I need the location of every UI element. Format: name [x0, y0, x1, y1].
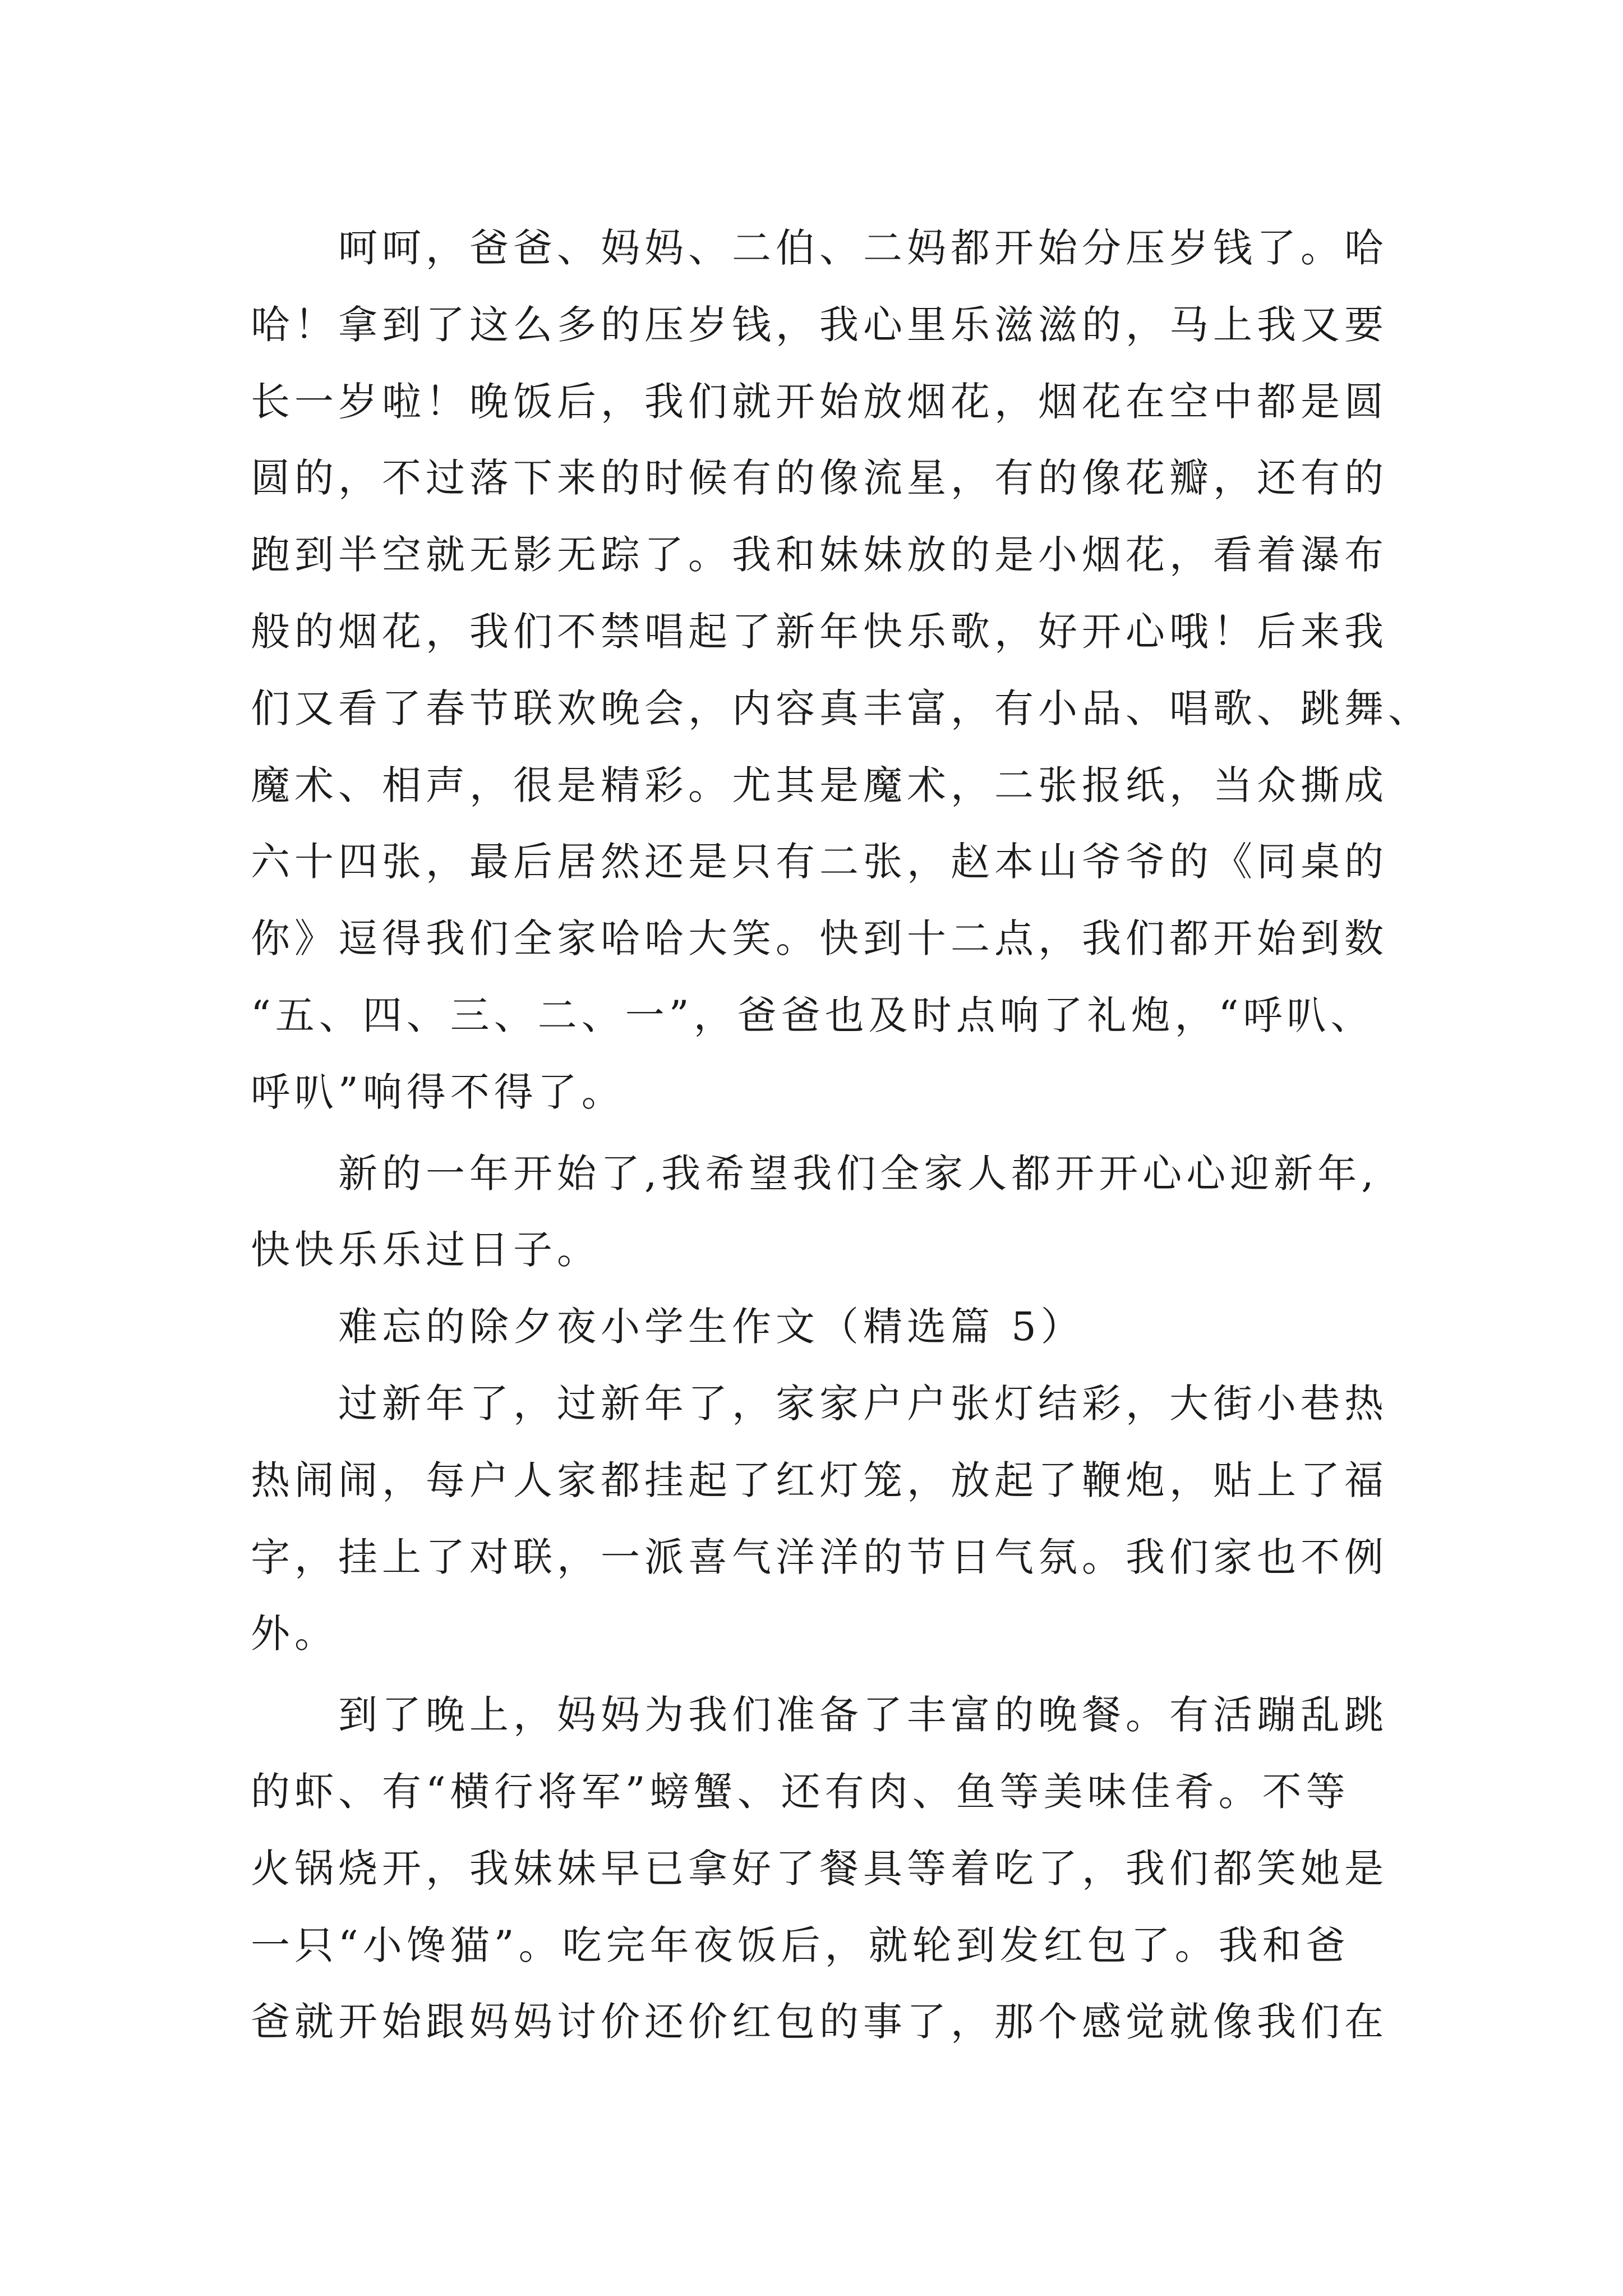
text-line: 过新年了，过新年了，家家户户张灯结彩，大街小巷热	[338, 1381, 1388, 1427]
text-line: 六十四张，最后居然还是只有二张，赵本山爷爷的《同桌的	[251, 839, 1388, 885]
text-line: 呼叭”响得不得了。	[251, 1069, 625, 1115]
text-line: 魔术、相声，很是精彩。尤其是魔术，二张报纸，当众撕成	[251, 762, 1388, 808]
text-line: 你》逗得我们全家哈哈大笑。快到十二点，我们都开始到数	[251, 915, 1388, 961]
text-line: 般的烟花，我们不禁唱起了新年快乐歌，好开心哦！后来我	[251, 609, 1388, 655]
text-line: 长一岁啦！晚饭后，我们就开始放烟花，烟花在空中都是圆	[251, 379, 1388, 425]
text-line: 到了晚上，妈妈为我们准备了丰富的晚餐。有活蹦乱跳	[338, 1692, 1388, 1738]
text-line: 一只“小馋猫”。吃完年夜饭后，就轮到发红包了。我和爸	[251, 1922, 1350, 1968]
text-line: “五、四、三、二、一”，爸爸也及时点响了礼炮，“呼叭、	[251, 992, 1375, 1038]
text-line: 外。	[251, 1611, 338, 1657]
heading-line: 难忘的除夕夜小学生作文（精选篇 5）	[338, 1304, 1085, 1350]
text-line: 圆的，不过落下来的时候有的像流星，有的像花瓣，还有的	[251, 455, 1388, 501]
text-line: 们又看了春节联欢晚会，内容真丰富，有小品、唱歌、跳舞、	[251, 685, 1432, 731]
text-line: 跑到半空就无影无踪了。我和妹妹放的是小烟花，看着瀑布	[251, 532, 1388, 578]
text-line: 爸就开始跟妈妈讨价还价红包的事了，那个感觉就像我们在	[251, 1999, 1388, 2045]
text-line: 新的一年开始了,我希望我们全家人都开开心心迎新年,	[338, 1151, 1378, 1197]
text-line: 的虾、有“横行将军”螃蟹、还有肉、鱼等美味佳肴。不等	[251, 1769, 1350, 1815]
text-line: 哈！拿到了这么多的压岁钱，我心里乐滋滋的，马上我又要	[251, 302, 1388, 348]
text-line: 呵呵，爸爸、妈妈、二伯、二妈都开始分压岁钱了。哈	[338, 225, 1388, 271]
text-line: 热闹闹，每户人家都挂起了红灯笼，放起了鞭炮，贴上了福	[251, 1457, 1388, 1503]
text-line: 快快乐乐过日子。	[251, 1227, 601, 1273]
text-line: 火锅烧开，我妹妹早已拿好了餐具等着吃了，我们都笑她是	[251, 1846, 1388, 1892]
text-line: 字，挂上了对联，一派喜气洋洋的节日气氛。我们家也不例	[251, 1534, 1388, 1580]
